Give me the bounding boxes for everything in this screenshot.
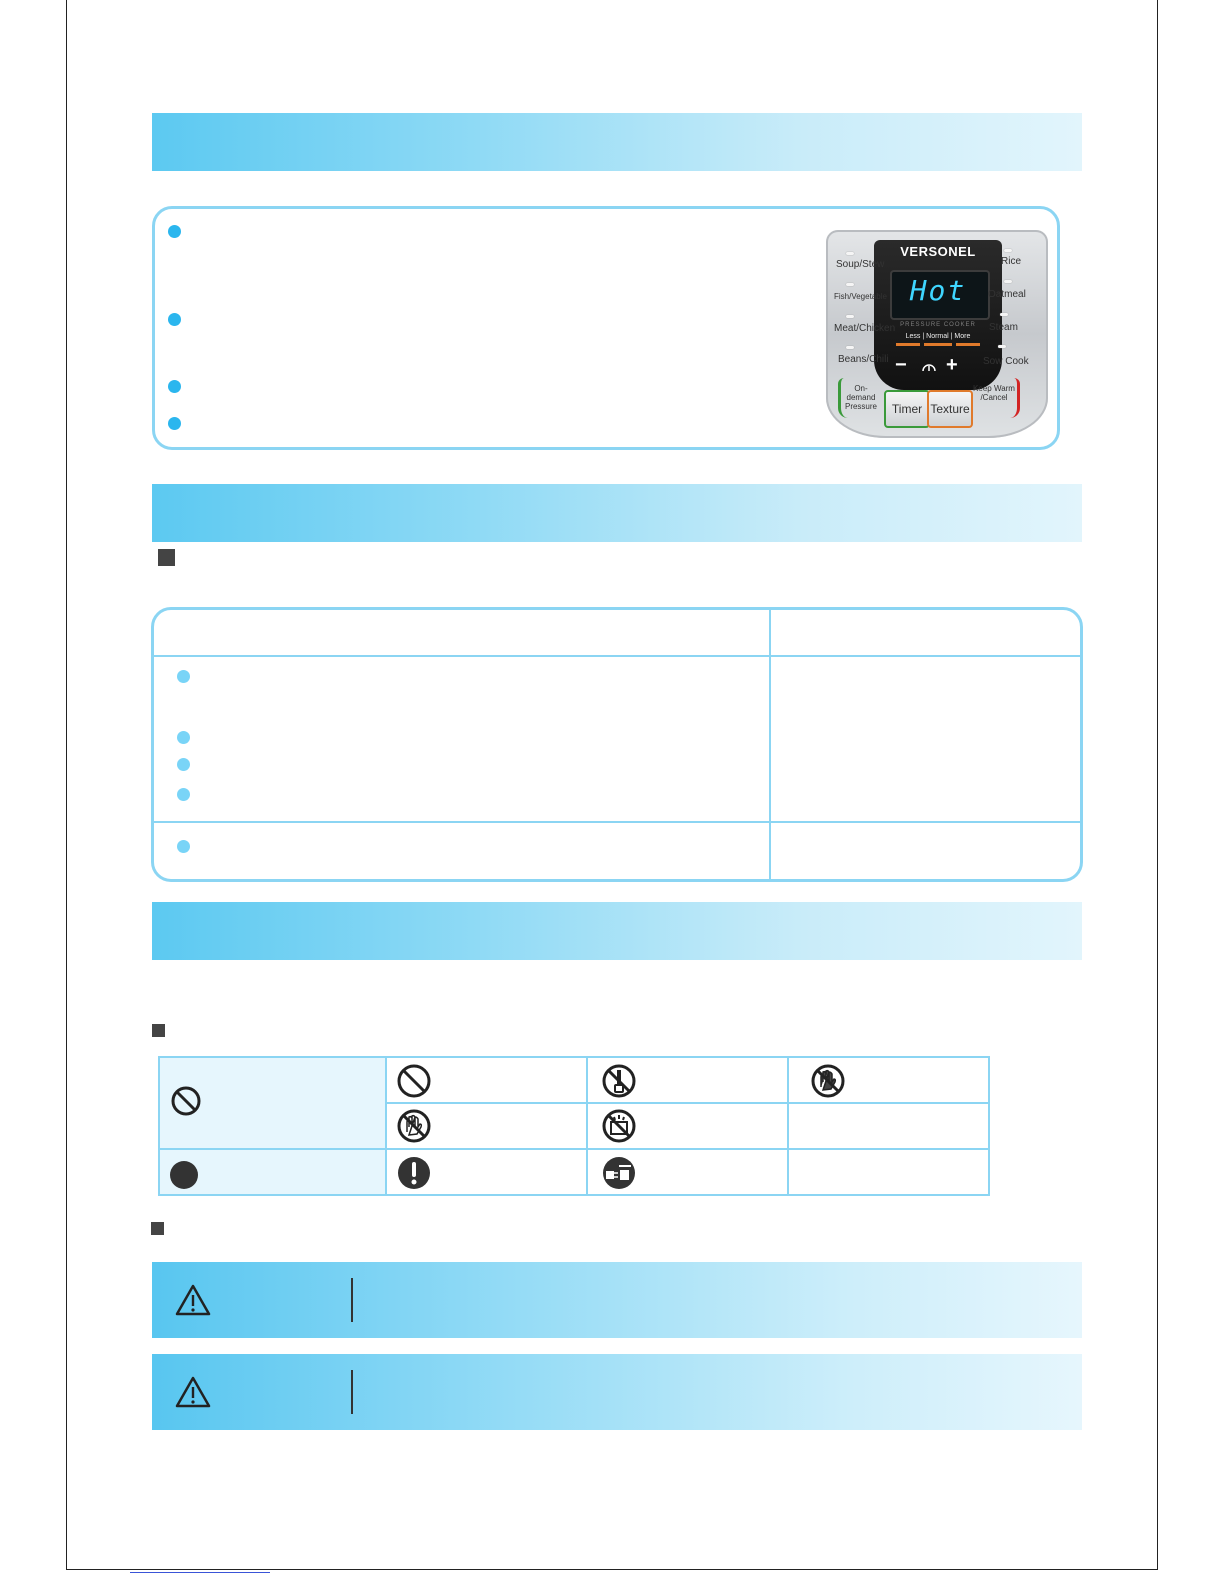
on-demand-pressure-button[interactable]: On-demand Pressure: [844, 384, 877, 411]
table-bullet-dot: [177, 758, 190, 771]
symbol-grid-line: [385, 1058, 387, 1194]
table-bullet-dot: [177, 840, 190, 853]
lcd-readout: Hot: [909, 274, 967, 307]
program-led: [1004, 280, 1012, 283]
section-header-band-2: [152, 484, 1082, 542]
unplug-icon: [601, 1155, 637, 1191]
table-bullet-dot: [177, 670, 190, 683]
timer-button[interactable]: Timer: [884, 390, 930, 428]
bullet-dot: [168, 313, 181, 326]
no-disassemble-icon: [601, 1063, 637, 1099]
texture-bar-more: [956, 343, 980, 346]
brand-logo: VERSONEL: [900, 244, 976, 259]
symbol-grid-line: [160, 1148, 988, 1150]
program-rice[interactable]: Rice: [1001, 256, 1022, 267]
warning-triangle-icon: [174, 1375, 212, 1409]
subsection-square-bullet: [152, 1024, 165, 1037]
exclamation-icon: [396, 1155, 432, 1191]
subsection-square-bullet: [151, 1222, 164, 1235]
page-border-left: [66, 0, 67, 1570]
caution-separator: [351, 1370, 353, 1414]
page-border-right: [1157, 0, 1158, 1570]
program-meat-chicken[interactable]: Meat/Chicken: [834, 323, 896, 334]
section-header-band-1: [152, 113, 1082, 171]
program-led: [1000, 313, 1008, 316]
footer-link-underline[interactable]: [130, 1572, 270, 1573]
mandatory-icon: [168, 1159, 200, 1191]
program-led: [846, 252, 854, 255]
symbol-grid-line: [586, 1058, 588, 1194]
program-oatmeal[interactable]: Oatmeal: [988, 289, 1026, 300]
texture-button[interactable]: Texture: [927, 390, 973, 428]
symbol-grid-line: [385, 1102, 988, 1104]
program-led: [846, 346, 854, 349]
bullet-dot: [168, 225, 181, 238]
warning-triangle-icon: [174, 1283, 212, 1317]
table-divider-vertical: [769, 609, 771, 880]
page-border-bottom: [66, 1569, 1158, 1570]
program-led: [846, 283, 854, 286]
symbol-legend-table: [158, 1056, 990, 1196]
program-fish-vegetable[interactable]: Fish/Vegetable: [834, 292, 887, 301]
program-sow-cook[interactable]: Sow Cook: [983, 356, 1029, 367]
pressure-gauge-icon: [921, 361, 937, 373]
table-row-divider: [153, 821, 1081, 823]
warning-separator: [351, 1278, 353, 1322]
no-touch-icon: [396, 1108, 432, 1144]
warning-band: [152, 1262, 1082, 1338]
no-water-icon: [601, 1108, 637, 1144]
caution-band: [152, 1354, 1082, 1430]
prohibited-icon: [396, 1063, 432, 1099]
bullet-dot: [168, 417, 181, 430]
subsection-square-bullet: [158, 549, 175, 566]
plus-button[interactable]: +: [946, 354, 958, 376]
prohibited-icon: [170, 1085, 202, 1117]
symbol-grid-line: [787, 1058, 789, 1194]
program-led: [1004, 249, 1012, 252]
texture-bar-less: [896, 343, 920, 346]
bullet-dot: [168, 380, 181, 393]
program-beans-chili[interactable]: Beans/Chili: [838, 354, 889, 365]
table-bullet-dot: [177, 788, 190, 801]
program-soup-stew[interactable]: Soup/Stew: [836, 259, 885, 270]
keep-warm-cancel-button[interactable]: Keep Warm /Cancel: [973, 384, 1015, 402]
table-bullet-dot: [177, 731, 190, 744]
pressure-cooker-label: PRESSURE COOKER: [900, 322, 976, 328]
minus-button[interactable]: −: [895, 354, 907, 376]
program-led: [998, 345, 1006, 348]
program-steam[interactable]: Steam: [989, 322, 1018, 333]
texture-options-label: Less | Normal | More: [905, 333, 971, 340]
specification-table: [151, 607, 1083, 882]
section-header-band-3: [152, 902, 1082, 960]
texture-bar-normal: [924, 343, 952, 346]
program-led: [846, 315, 854, 318]
table-header-divider: [153, 655, 1081, 657]
no-wet-hands-icon: [810, 1063, 846, 1099]
